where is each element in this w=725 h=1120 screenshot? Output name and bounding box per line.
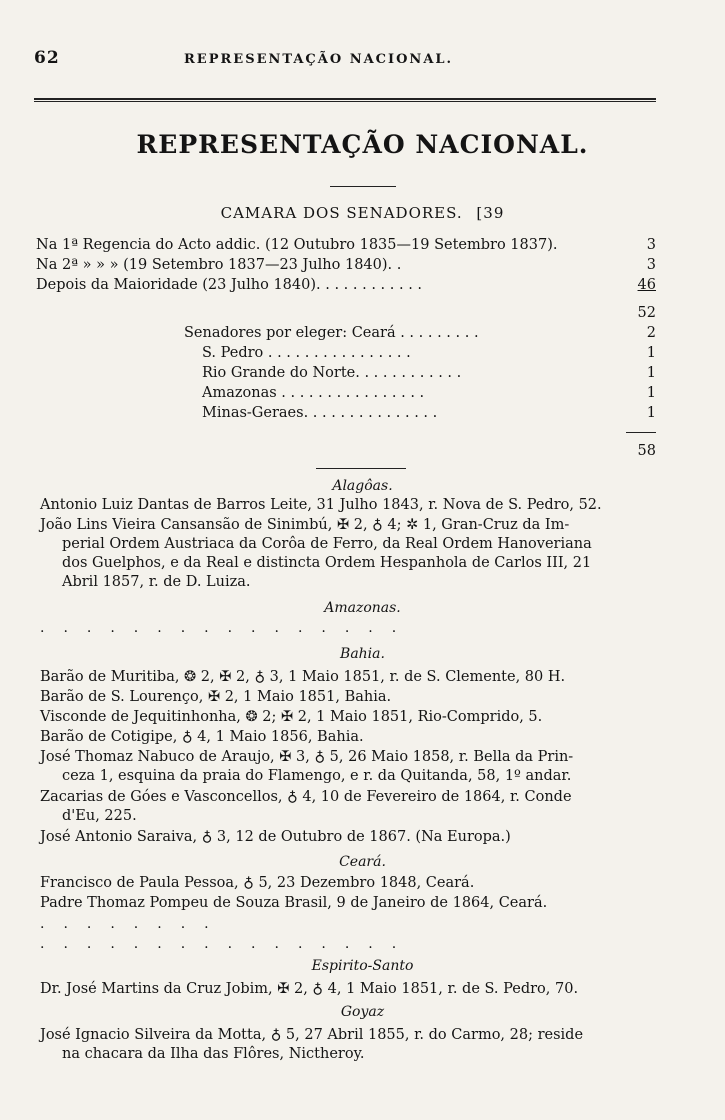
vacancy-s-pedro-value: 1 <box>646 345 656 361</box>
entry-joao-lins: João Lins Vieira Cansansão de Sinimbú, ✠ 2, ♁ 4; ✲ 1, Gran-Cruz da Im- perial Ordem Austriaca da Corôa de Ferro, da Real Ordem Hanoveriana dos Guelphos, e da Real e distincta Ordem Hespanhola de Carlos III, 21 Abril 1857, r. de D. Luiza. <box>40 517 592 590</box>
entry-barao-cotigipe: Barão de Cotigipe, ♁ 4, 1 Maio 1856, Bahia. <box>40 729 364 745</box>
vacancy-rio-grande-value: 1 <box>646 365 656 381</box>
vacancy-minas: Minas-Geraes. . . . . . . . . . . . . . . <box>202 405 438 421</box>
count-value-1: 3 <box>646 237 656 253</box>
section-bahia: Bahia. <box>340 646 385 662</box>
page-header <box>34 48 694 72</box>
page-title: REPRESENTAÇÃO NACIONAL. <box>136 130 589 159</box>
entry-padre-pompeu: Padre Thomaz Pompeu de Souza Brasil, 9 de Janeiro de 1864, Ceará. <box>40 895 548 911</box>
entry-francisco-pessoa: Francisco de Paula Pessoa, ♁ 5, 23 Dezembro 1848, Ceará. <box>40 875 475 891</box>
chamber-name: CAMARA DOS SENADORES. <box>220 204 463 222</box>
vacancies-intro-value: 2 <box>646 325 656 341</box>
header-double-rule <box>34 98 656 102</box>
vacancy-amazonas: Amazonas . . . . . . . . . . . . . . . . <box>202 385 425 401</box>
ceara-placeholder-dots-2: ................ <box>40 936 416 952</box>
entry-jose-motta: José Ignacio Silveira da Motta, ♁ 5, 27 Abril 1855, r. do Carmo, 28; reside na chacara da Ilha das Flôres, Nictheroy. <box>40 1027 584 1062</box>
section-ceara: Ceará. <box>339 854 386 870</box>
section-espirito-santo: Espirito-Santo <box>311 958 414 974</box>
ceara-placeholder-dots-1: ........ <box>40 916 228 932</box>
entry-barao-lourenco: Barão de S. Lourenço, ✠ 2, 1 Maio 1851, Bahia. <box>40 689 392 705</box>
page-number: 62 <box>34 48 60 68</box>
section-rule <box>316 468 406 469</box>
total-value: 58 <box>637 443 656 459</box>
entry-antonio-dantas: Antonio Luiz Dantas de Barros Leite, 31 Julho 1843, r. Nova de S. Pedro, 52. <box>40 497 602 513</box>
section-goyaz: Goyaz <box>340 1004 385 1020</box>
vacancy-s-pedro: S. Pedro . . . . . . . . . . . . . . . . <box>202 345 411 361</box>
vacancy-amazonas-value: 1 <box>646 385 656 401</box>
chamber-heading <box>0 204 725 222</box>
entry-jose-saraiva: José Antonio Saraiva, ♁ 3, 12 de Outubro de 1867. (Na Europa.) <box>40 829 511 845</box>
entry-jose-jobim: Dr. José Martins da Cruz Jobim, ✠ 2, ♁ 4, 1 Maio 1851, r. de S. Pedro, 70. <box>40 981 579 997</box>
vacancies-intro: Senadores por eleger: Ceará . . . . . . . . . <box>184 325 479 341</box>
total-rule <box>626 432 656 433</box>
count-line-1: Na 1ª Regencia do Acto addic. (12 Outubro 1835—19 Setembro 1837). <box>36 237 558 253</box>
count-line-2: Na 2ª » » » (19 Setembro 1837—23 Julho 1840). . <box>36 257 402 273</box>
chamber-bracket: [39 <box>476 204 505 222</box>
section-alagoas: Alagôas. <box>332 478 393 494</box>
count-value-2: 3 <box>646 257 656 273</box>
entry-barao-muritiba: Barão de Muritiba, ❂ 2, ✠ 2, ♁ 3, 1 Maio 1851, r. de S. Clemente, 80 H. <box>40 669 566 685</box>
section-amazonas: Amazonas. <box>324 600 401 616</box>
title-rule <box>330 186 396 187</box>
entry-jose-nabuco: José Thomaz Nabuco de Araujo, ✠ 3, ♁ 5, 26 Maio 1858, r. Bella da Prin- ceza 1, esquina da praia do Flamengo, e r. da Quitanda, 58, 1º andar. <box>40 749 574 784</box>
subtotal-value: 52 <box>637 305 656 321</box>
entry-visconde-jequitinhonha: Visconde de Jequitinhonha, ❂ 2; ✠ 2, 1 Maio 1851, Rio-Comprido, 5. <box>40 709 543 725</box>
amazonas-placeholder-dots: ................ <box>40 620 416 636</box>
running-title: REPRESENTAÇÃO NACIONAL. <box>184 52 454 67</box>
vacancy-rio-grande: Rio Grande do Norte. . . . . . . . . . . . <box>202 365 462 381</box>
vacancy-minas-value: 1 <box>646 405 656 421</box>
count-value-3: 46 <box>637 277 656 293</box>
entry-zacarias: Zacarias de Góes e Vasconcellos, ♁ 4, 10 de Fevereiro de 1864, r. Conde d'Eu, 225. <box>40 789 572 824</box>
count-line-3: Depois da Maioridade (23 Julho 1840). . . . . . . . . . . . <box>36 277 423 293</box>
